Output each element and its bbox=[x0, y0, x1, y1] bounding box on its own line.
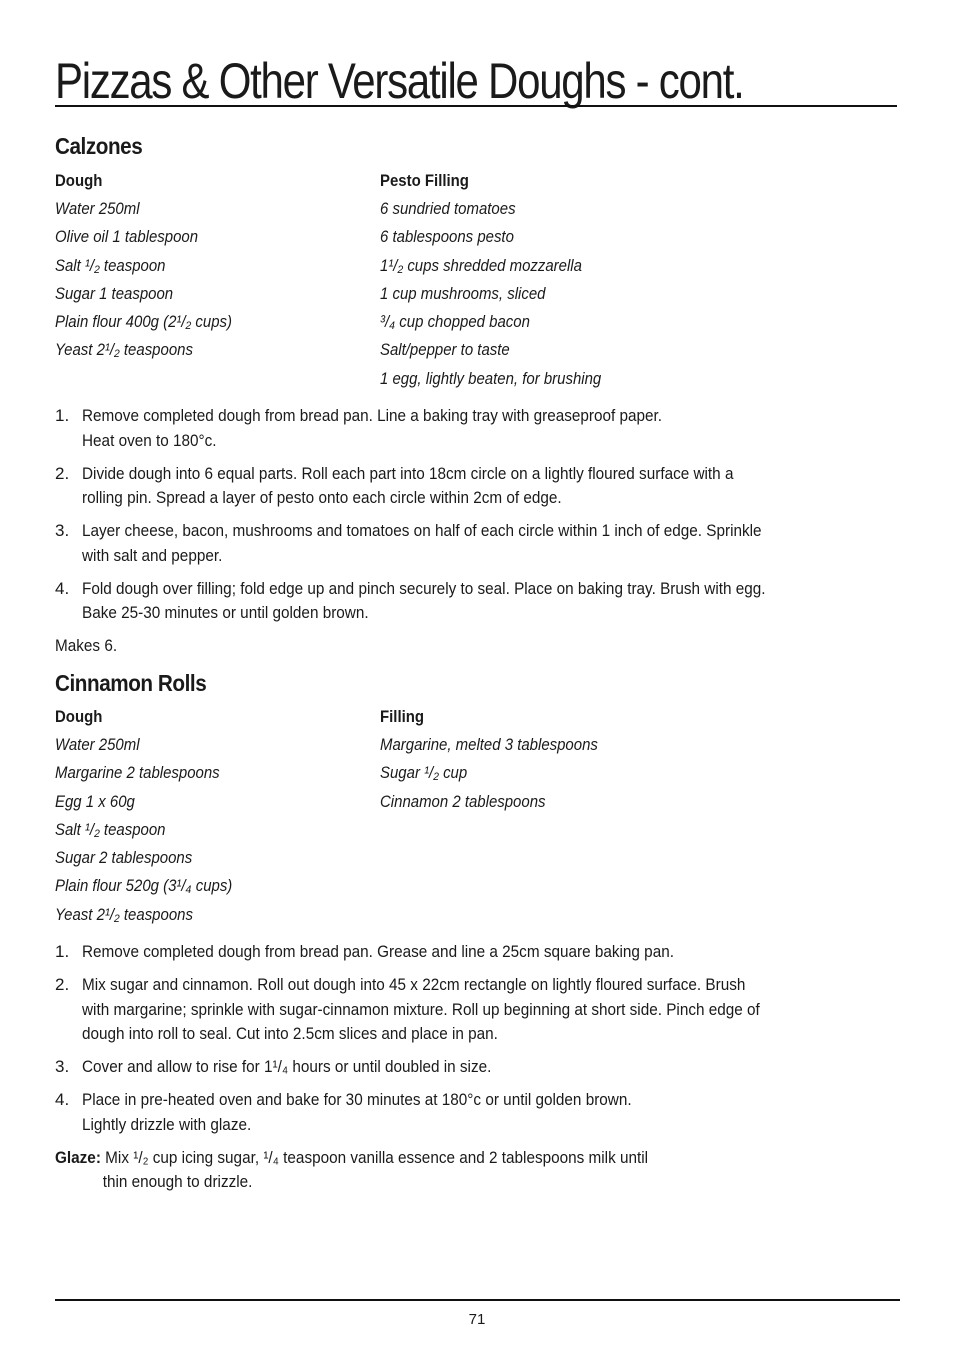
step-number: 2. bbox=[55, 463, 70, 483]
makes-note: Makes 6. bbox=[55, 636, 118, 655]
ingredient: Salt ¹/₂ teaspoon bbox=[55, 819, 166, 839]
step-number: 4. bbox=[55, 578, 70, 598]
calzones-section bbox=[55, 131, 905, 388]
ingredient: Cinnamon 2 tablespoons bbox=[380, 791, 546, 811]
ingredient: 1¹/₂ cups shredded mozzarella bbox=[380, 255, 582, 275]
ingredient: 6 tablespoons pesto bbox=[380, 227, 514, 247]
cinnamon-rolls-steps bbox=[55, 940, 905, 1195]
step bbox=[55, 577, 905, 626]
glaze-note bbox=[55, 1146, 892, 1195]
calzones-title: Calzones bbox=[55, 133, 143, 159]
ingredient: Salt ¹/₂ teaspoon bbox=[55, 255, 166, 275]
step-text-line: Layer cheese, bacon, mushrooms and tomatoes on half of each circle within 1 inch of edge. Sprinkle bbox=[82, 521, 762, 540]
step-text-line: Divide dough into 6 equal parts. Roll each part into 18cm circle on a lightly floured surface with a bbox=[82, 463, 734, 483]
ingredient: Plain flour 520g (3¹/₄ cups) bbox=[55, 876, 233, 896]
ingredient: 1 cup mushrooms, sliced bbox=[380, 283, 546, 303]
step-text-line: with salt and pepper. bbox=[82, 545, 223, 565]
ingredient: Sugar ¹/₂ cup bbox=[380, 763, 468, 783]
step-text-line: Lightly drizzle with glaze. bbox=[82, 1114, 252, 1134]
step bbox=[55, 973, 905, 1047]
step-number: 4. bbox=[55, 1090, 70, 1109]
step bbox=[55, 462, 905, 511]
step-text-line: with margarine; sprinkle with sugar-cinnamon mixture. Roll up beginning at short side. Pinch edge of bbox=[82, 999, 760, 1019]
calzones-filling-heading: Pesto Filling bbox=[380, 171, 469, 190]
calzones-steps bbox=[55, 404, 905, 658]
ingredient: Water 250ml bbox=[55, 735, 140, 754]
step-text-line: Place in pre-heated oven and bake for 30 minutes at 180°c or until golden brown. bbox=[82, 1090, 632, 1109]
ingredient: Sugar 2 tablespoons bbox=[55, 848, 193, 868]
step-number: 1. bbox=[55, 406, 70, 425]
calzones-filling-column bbox=[380, 167, 631, 393]
ingredient: Margarine, melted 3 tablespoons bbox=[380, 735, 598, 754]
page-number: 71 bbox=[468, 1311, 486, 1328]
cinnamon-dough-column bbox=[55, 703, 256, 929]
cinnamon-dough-heading: Dough bbox=[55, 707, 103, 726]
step-text-line: Fold dough over filling; fold edge up and pinch securely to seal. Place on baking tray. Brush with egg. bbox=[82, 578, 766, 598]
ingredient: Yeast 2¹/₂ teaspoons bbox=[55, 340, 193, 360]
glaze-text: Mix ¹/₂ cup icing sugar, ¹/₄ teaspoon vanilla essence and 2 tablespoons milk until bbox=[100, 1147, 649, 1167]
cinnamon-filling-column bbox=[380, 703, 628, 816]
ingredient: Salt/pepper to taste bbox=[380, 340, 510, 360]
step bbox=[55, 1055, 905, 1080]
ingredient: Yeast 2¹/₂ teaspoons bbox=[55, 904, 193, 924]
step-text-line: Remove completed dough from bread pan. Line a baking tray with greaseproof paper. bbox=[82, 406, 663, 425]
glaze-label: Glaze: bbox=[55, 1147, 101, 1167]
step-number: 3. bbox=[55, 521, 70, 540]
step-text-line: Heat oven to 180°c. bbox=[82, 430, 217, 450]
glaze-text-continued: thin enough to drizzle. bbox=[102, 1172, 253, 1191]
cinnamon-rolls-title: Cinnamon Rolls bbox=[55, 670, 207, 696]
ingredient: 6 sundried tomatoes bbox=[380, 199, 516, 218]
calzones-dough-column bbox=[55, 167, 256, 365]
page-title: Pizzas & Other Versatile Doughs - cont. bbox=[55, 53, 744, 109]
cinnamon-filling-heading: Filling bbox=[380, 707, 425, 726]
ingredient: Olive oil 1 tablespoon bbox=[55, 227, 199, 247]
title-divider bbox=[55, 105, 897, 107]
ingredient: 1 egg, lightly beaten, for brushing bbox=[380, 368, 602, 388]
step-number: 3. bbox=[55, 1057, 70, 1076]
step-text-line: Mix sugar and cinnamon. Roll out dough into 45 x 22cm rectangle on lightly floured surface. Brush bbox=[82, 975, 746, 994]
ingredient: Egg 1 x 60g bbox=[55, 791, 135, 811]
step-number: 2. bbox=[55, 975, 70, 994]
step bbox=[55, 519, 905, 568]
footer-divider bbox=[55, 1299, 900, 1301]
ingredient: Margarine 2 tablespoons bbox=[55, 763, 220, 783]
step-text-line: Remove completed dough from bread pan. Grease and line a 25cm square baking pan. bbox=[82, 942, 674, 961]
ingredient: ³/₄ cup chopped bacon bbox=[380, 312, 530, 332]
calzones-dough-heading: Dough bbox=[55, 171, 103, 190]
step bbox=[55, 404, 905, 453]
cinnamon-rolls-ingredients bbox=[55, 703, 905, 924]
step bbox=[55, 1088, 905, 1137]
step bbox=[55, 940, 905, 965]
ingredient: Water 250ml bbox=[55, 199, 140, 218]
step-text-line: rolling pin. Spread a layer of pesto onto each circle within 2cm of edge. bbox=[82, 488, 562, 507]
step-text-line: dough into roll to seal. Cut into 2.5cm slices and place in pan. bbox=[82, 1024, 498, 1043]
ingredient: Plain flour 400g (2¹/₂ cups) bbox=[55, 312, 233, 332]
step-text-line: Bake 25-30 minutes or until golden brown. bbox=[82, 603, 369, 622]
calzones-ingredients bbox=[55, 167, 905, 388]
cinnamon-rolls-section bbox=[55, 668, 905, 924]
ingredient: Sugar 1 teaspoon bbox=[55, 283, 174, 303]
step-text-line: Cover and allow to rise for 1¹/₄ hours or until doubled in size. bbox=[82, 1057, 492, 1076]
step-number: 1. bbox=[55, 942, 70, 961]
